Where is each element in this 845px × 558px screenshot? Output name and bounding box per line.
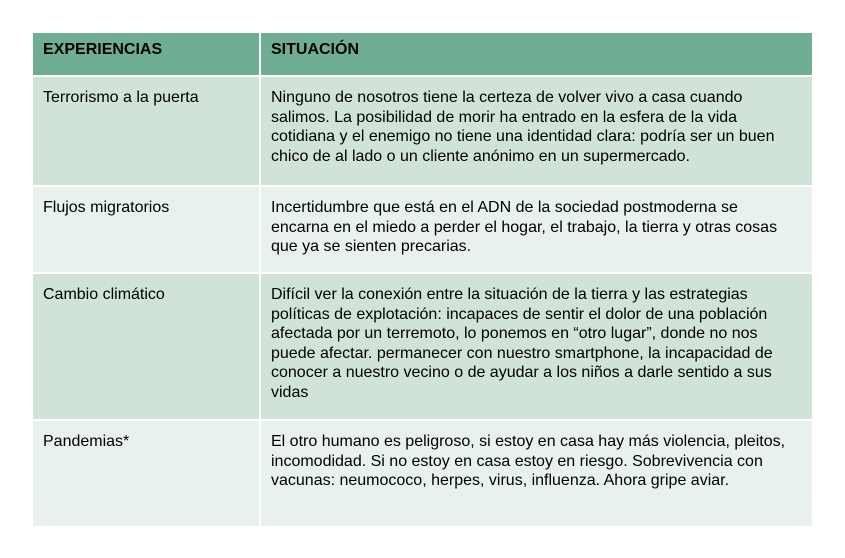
table-row [33,420,812,526]
situacion-cell: Incertidumbre que está en el ADN de la sociedad postmoderna se encarna en el miedo a perder el hogar, el trabajo, la tierra y otras cosas que ya se sienten precarias. [260,186,812,273]
experiencia-cell: Cambio climático [33,273,260,420]
experiencia-cell: Pandemias* [33,420,260,526]
header-situacion: SITUACIÓN [260,33,812,76]
table-row [33,186,812,273]
experiences-table [33,33,812,526]
table-row [33,76,812,186]
situacion-cell: Difícil ver la conexión entre la situación de la tierra y las estrategias políticas de explotación: incapaces de sentir el dolor de una población afectada por un terremoto, lo ponemos en “otro lugar”, donde no nos puede afectar. permanecer con nuestro smartphone, la incapacidad de conocer a nuestro vecino o de ayudar a los niños a darle sentido a sus vidas [260,273,812,420]
situacion-cell: Ninguno de nosotros tiene la certeza de volver vivo a casa cuando salimos. La posibilidad de morir ha entrado en la esfera de la vida cotidiana y el enemigo no tiene una identidad clara: podría ser un buen chico de al lado o un cliente anónimo en un supermercado. [260,76,812,186]
experiencia-cell: Terrorismo a la puerta [33,76,260,186]
situacion-cell: El otro humano es peligroso, si estoy en casa hay más violencia, pleitos, incomodidad. Si no estoy en casa estoy en riesgo. Sobrevivencia con vacunas: neumococo, herpes, virus, influenza. Ahora gripe aviar. [260,420,812,526]
header-row [33,33,812,76]
experiencia-cell: Flujos migratorios [33,186,260,273]
table-row [33,273,812,420]
header-experiencias: EXPERIENCIAS [33,33,260,76]
